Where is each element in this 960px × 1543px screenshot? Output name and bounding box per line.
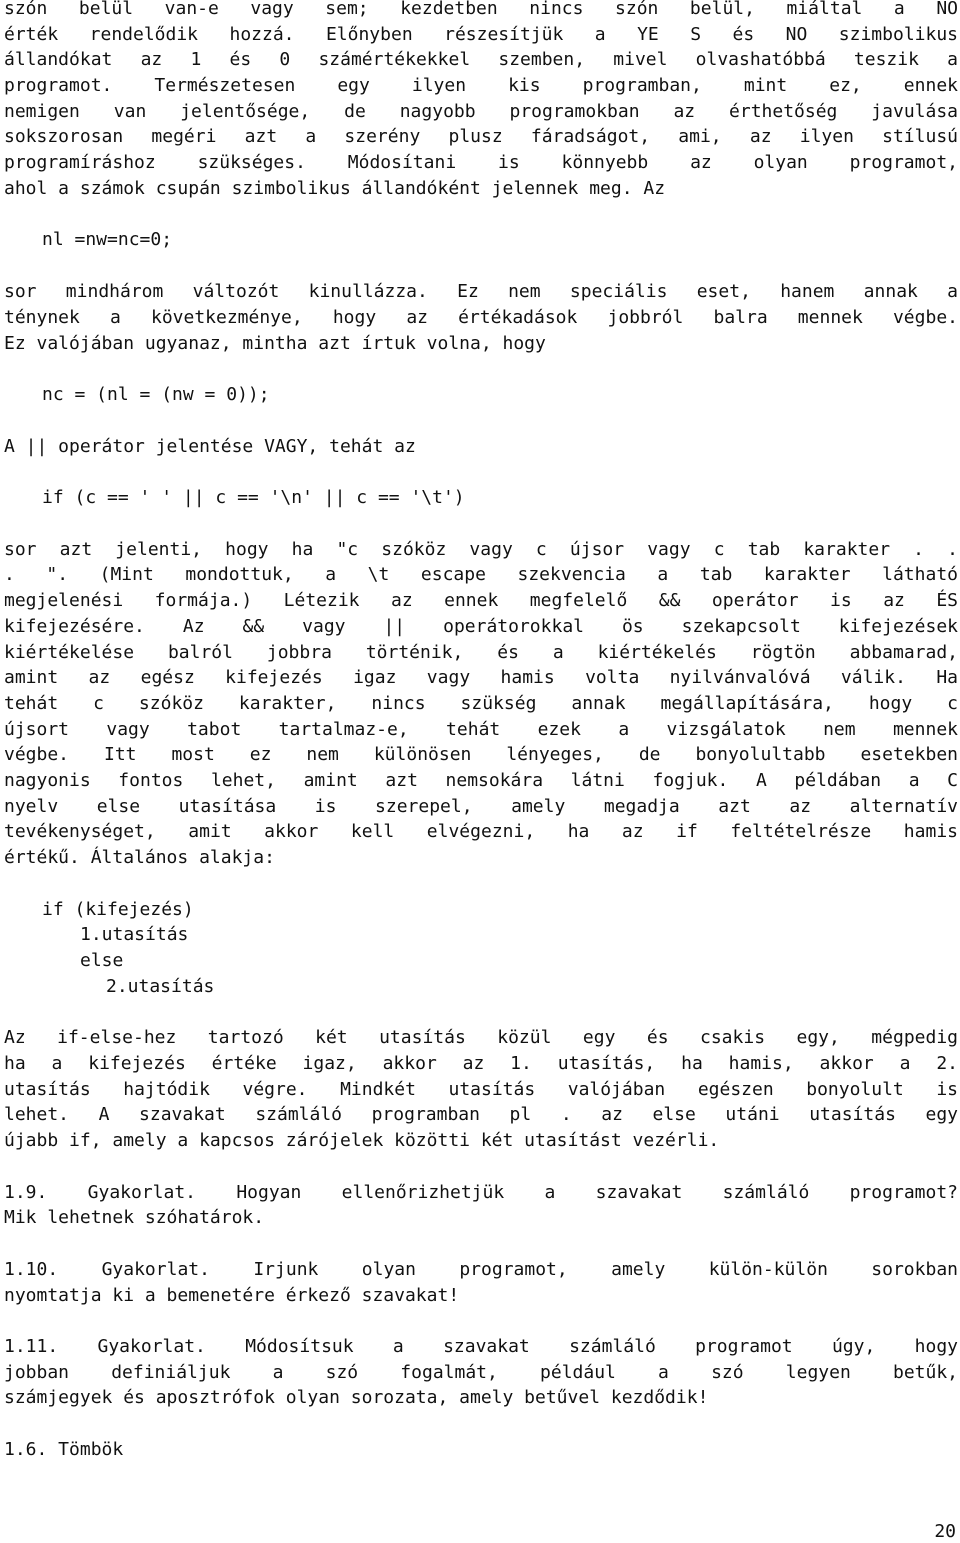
text-line: tehát c szóköz karakter, nincs szükség annak megállapítására, hogy c (4, 693, 958, 714)
text-line: programot. Természetesen egy ilyen kis programban, mint ez, ennek (4, 75, 958, 96)
code-line: 1.utasítás (80, 924, 189, 945)
text-line: értékű. Általános alakja: (4, 847, 275, 868)
code-line: if (kifejezés) (42, 899, 194, 920)
text-line: érték rendelődik hozzá. Előnyben részesítjük a YE S és NO szimbolikus (4, 24, 958, 45)
text-line: Mik lehetnek szóhatárok. (4, 1207, 265, 1228)
text-line: ténynek a következménye, hogy az értékadások jobbról balra mennek végbe. (4, 307, 958, 328)
text-line: programíráshoz szükséges. Módosítani is könnyebb az olyan programot, (4, 152, 958, 173)
text-line: ahol a számok csupán szimbolikus állandóként jelennek meg. Az (4, 178, 666, 199)
text-line: jobban definiáljuk a szó fogalmát, például a szó legyen betűk, (4, 1362, 958, 1383)
text-line: kifejezésére. Az && vagy || operátorokkal ös szekapcsolt kifejezések (4, 616, 958, 637)
text-line: . ". (Mint mondottuk, a \t escape szekvencia a tab karakter látható (4, 564, 958, 585)
text-line: amint az egész kifejezés igaz vagy hamis volta nyilvánvalóvá válik. Ha (4, 667, 958, 688)
text-line: újsort vagy tabot tartalmaz-e, tehát ezek a vizsgálatok nem mennek (4, 719, 958, 740)
exercise-heading: 1.11. Gyakorlat. Módosítsuk a szavakat számláló programot úgy, hogy (4, 1336, 958, 1357)
text-line: A || operátor jelentése VAGY, tehát az (4, 436, 416, 457)
text-line: nemigen van jelentősége, de nagyobb programokban az érthetőség javulása (4, 101, 958, 122)
code-line: nc = (nl = (nw = 0)); (42, 384, 270, 405)
text-line: nyelv else utasítása is szerepel, amely megadja azt az alternatív (4, 796, 958, 817)
text-line: sokszorosan megéri azt a szerény plusz fáradságot, ami, az ilyen stílusú (4, 126, 958, 147)
text-line: szón belül van-e vagy sem; kezdetben nincs szón belül, miáltal a NO (4, 0, 958, 19)
text-line: számjegyek és aposztrófok olyan sorozata, amely betűvel kezdődik! (4, 1387, 709, 1408)
text-line: megjelenési formája.) Létezik az ennek megfelelő && operátor is az ÉS (4, 590, 958, 611)
exercise-heading: 1.10. Gyakorlat. Irjunk olyan programot, amely külön-külön sorokban (4, 1259, 958, 1280)
text-line: állandókat az 1 és 0 számértékekkel szemben, mivel olvashatóbbá teszik a (4, 49, 958, 70)
text-line: sor azt jelenti, hogy ha "c szóköz vagy c újsor vagy c tab karakter . . (4, 539, 958, 560)
text-line: újabb if, amely a kapcsos zárójelek közötti két utasítást vezérli. (4, 1130, 720, 1151)
text-line: sor mindhárom változót kinullázza. Ez nem speciális eset, hanem annak a (4, 281, 958, 302)
code-line: nl =nw=nc=0; (42, 229, 173, 250)
code-line: if (c == ' ' || c == '\n' || c == '\t') (42, 487, 465, 508)
text-line: tevékenységet, amit akkor kell elvégezni, ha az if feltételrésze hamis (4, 821, 958, 842)
code-line: else (80, 950, 124, 971)
exercise-heading: 1.9. Gyakorlat. Hogyan ellenőrizhetjük a szavakat számláló programot? (4, 1182, 958, 1203)
text-line: Ez valójában ugyanaz, mintha azt írtuk volna, hogy (4, 333, 546, 354)
text-line: Az if-else-hez tartozó két utasítás közül egy és csakis egy, mégpedig (4, 1027, 958, 1048)
page-number: 20 (934, 1521, 956, 1542)
section-heading: 1.6. Tömbök (4, 1439, 124, 1460)
text-line: nyomtatja ki a bemenetére érkező szavakat! (4, 1285, 460, 1306)
text-line: utasítás hajtódik végre. Mindkét utasítás valójában egészen bonyolult is (4, 1079, 958, 1100)
code-line: 2.utasítás (106, 976, 215, 997)
text-line: nagyonis fontos lehet, amint azt nemsokára látni fogjuk. A példában a C (4, 770, 958, 791)
text-line: ha a kifejezés értéke igaz, akkor az 1. utasítás, ha hamis, akkor a 2. (4, 1053, 958, 1074)
text-line: kiértékelése balról jobbra történik, és a kiértékelés rögtön abbamarad, (4, 642, 958, 663)
text-line: lehet. A szavakat számláló programban pl . az else utáni utasítás egy (4, 1104, 958, 1125)
text-line: végbe. Itt most ez nem különösen lényeges, de bonyolultabb esetekben (4, 744, 958, 765)
